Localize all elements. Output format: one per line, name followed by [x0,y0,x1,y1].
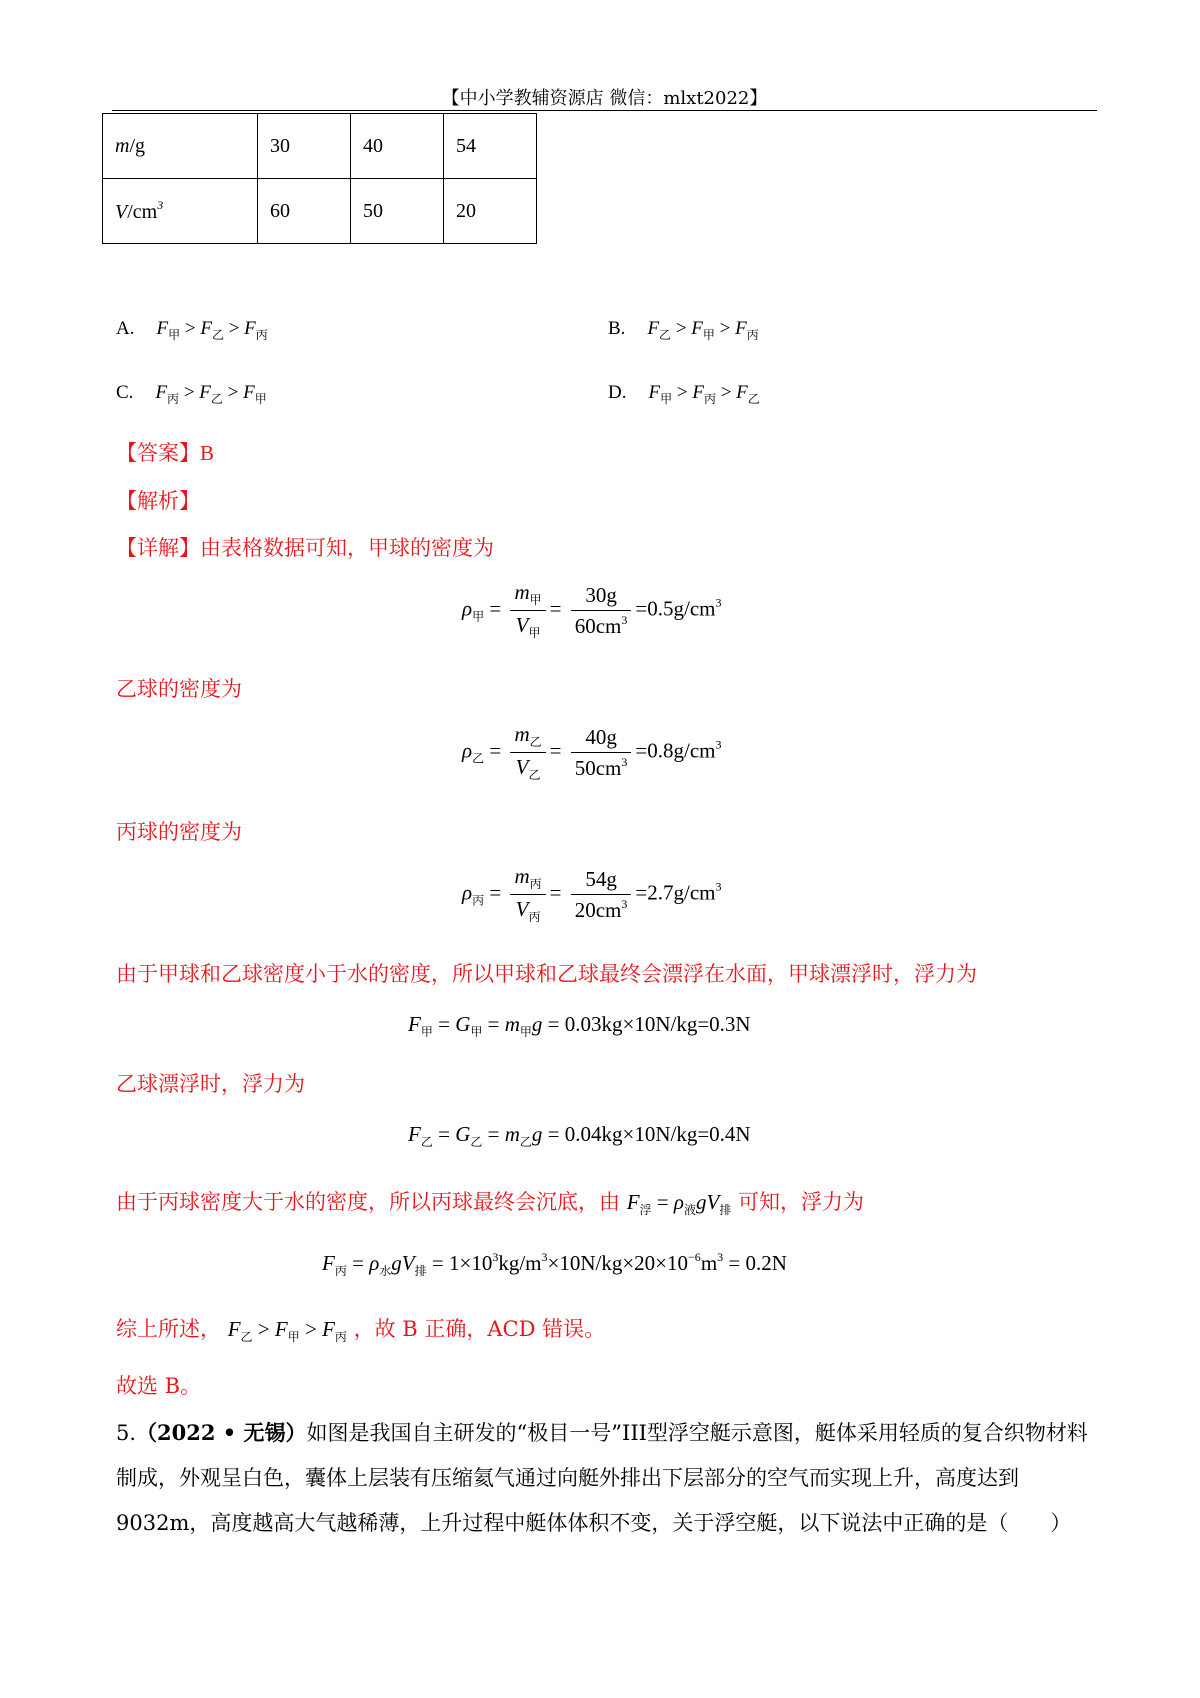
answer-line: 【答案】B [116,441,215,465]
data-table [102,113,537,244]
conclusion-line: 故选 B。 [116,1374,202,1398]
yi-density-text: 乙球的密度为 [116,677,242,701]
sink-text: 由于丙球密度大于水的密度，所以丙球最终会沉底，由 $F_浮 = \rho_液gV_排$ 可知，浮力为 [116,1190,865,1217]
buoyancy-formula-bing: $F_丙 = \rho_水gV_排 = 1\times 10^3kg/m^3\times 10N/kg\times 20\times 10^{-6}m^3 = 0.2N$ [322,1250,787,1278]
analysis-label: 【解析】 [116,489,200,513]
density-formula-jia: $\rho_甲$ = $\frac{m_甲}{V_甲}$ = $\frac{30g}{60cm^3}$ $=0.5g/cm^3$ [462,580,722,640]
table-cell: 20 [444,179,537,244]
header-rule [112,110,1097,111]
option-c[interactable]: C. $F_丙 > F_乙 > F_甲$ [116,382,267,406]
table-row [103,114,537,179]
yi-float-text: 乙球漂浮时，浮力为 [116,1072,305,1096]
table-cell: 54 [444,114,537,179]
row-label: $V/cm^3$ [103,179,258,244]
question-5: 5.（2022 • 无锡）如图是我国自主研发的“极目一号”III型浮空艇示意图，艇体采用轻质的复合织物材料制成，外观呈白色，囊体上层装有压缩氦气通过向艇外排出下层部分的空气而实现上升，高度达到 9032m，高度越高大气越稀薄，上升过程中艇体体积不变，关于浮空艇，以下说法中正确的是（ ） [116,1420,1088,1535]
bing-density-text: 丙球的密度为 [116,820,242,844]
page-header: 【中小学教辅资源店 微信：mlxt2022】 [441,88,768,109]
density-formula-yi: $\rho_乙$ = $\frac{m_乙}{V_乙}$ = $\frac{40g}{50cm^3}$ $=0.8g/cm^3$ [462,722,722,782]
summary-line: 综上所述， $F_乙 > F_甲 > F_丙$ ，故 B 正确，ACD 错误。 [116,1317,606,1344]
option-d[interactable]: D. $F_甲 > F_丙 > F_乙$ [608,382,760,406]
row-label: m/g [103,114,258,179]
buoyancy-formula-yi: $F_乙 = G_乙 = m_乙g = 0.04kg\times 10N/kg=0.4N$ [408,1122,751,1149]
option-b[interactable]: B. $F_乙 > F_甲 > F_丙$ [608,318,759,342]
density-formula-bing: $\rho_丙$ = $\frac{m_丙}{V_丙}$ = $\frac{54g}{20cm^3}$ $=2.7g/cm^3$ [462,864,722,924]
table-cell: 40 [351,114,444,179]
buoyancy-formula-jia: $F_甲 = G_甲 = m_甲g = 0.03kg\times 10N/kg=0.3N$ [408,1012,751,1039]
detail-line: 【详解】由表格数据可知，甲球的密度为 [116,536,494,560]
table-row [103,179,537,244]
table-cell: 60 [258,179,351,244]
table-cell: 50 [351,179,444,244]
table-cell: 30 [258,114,351,179]
option-a[interactable]: A. $F_甲 > F_乙 > F_丙$ [116,318,268,342]
float-reason-text: 由于甲球和乙球密度小于水的密度，所以甲球和乙球最终会漂浮在水面，甲球漂浮时，浮力为 [116,962,977,986]
